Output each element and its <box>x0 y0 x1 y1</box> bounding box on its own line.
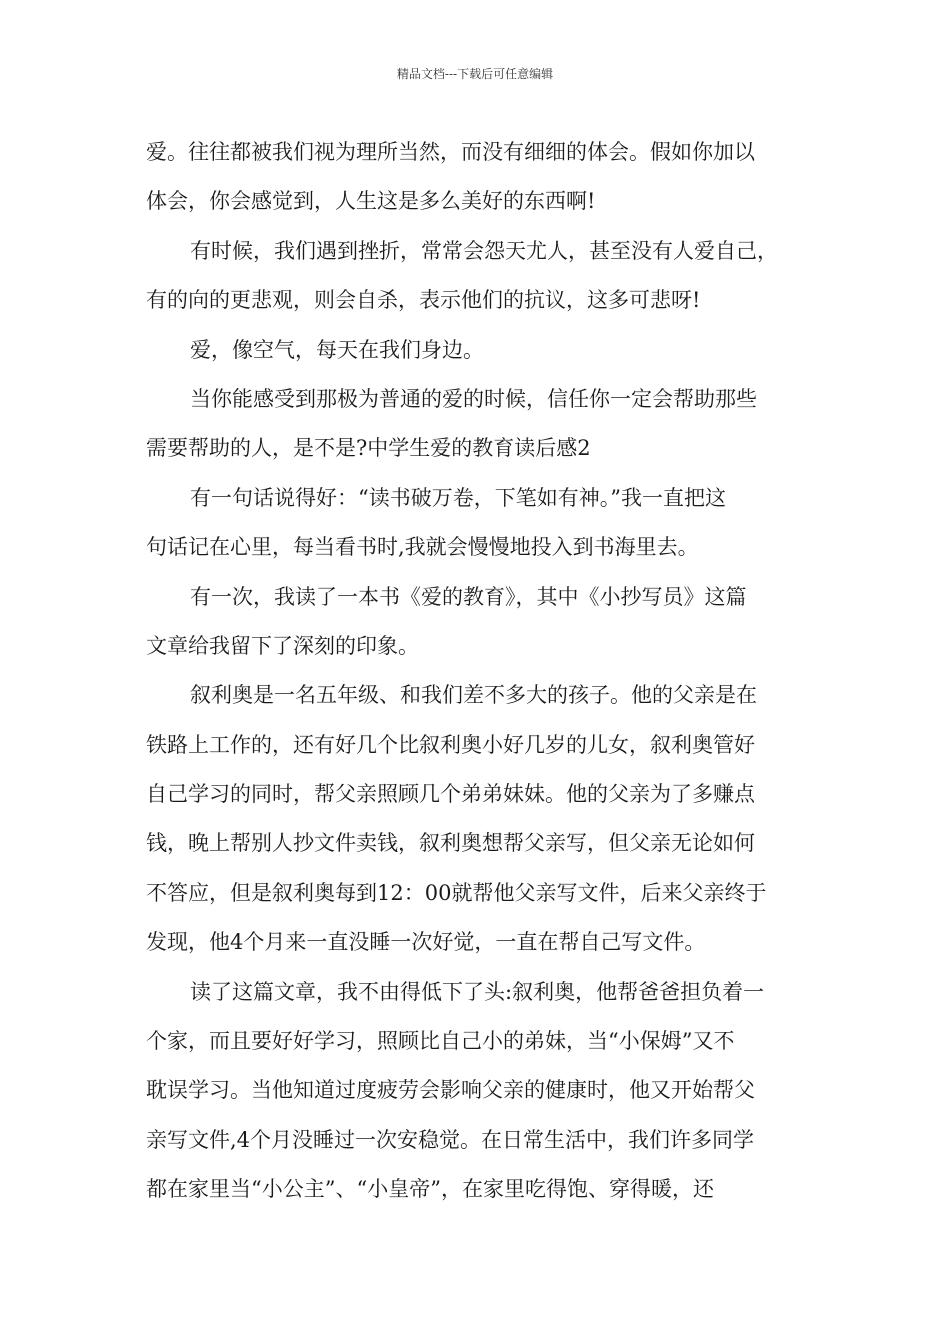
text-line: 亲写文件,4个月没睡过一次安稳觉。在日常生活中，我们许多同学 <box>146 1127 755 1152</box>
text-line: 爱，像空气，每天在我们身边。 <box>190 337 484 362</box>
text-line: 需要帮助的人，是不是?中学生爱的教育读后感2 <box>146 436 591 461</box>
text-line: 读了这篇文章，我不由得低下了头:叙利奥，他帮爸爸担负着一 <box>190 979 765 1004</box>
text-line: 都在家里当“小公主”、“小皇帝”，在家里吃得饱、穿得暖，还 <box>146 1177 714 1202</box>
text-line: 有的向的更悲观，则会自杀，表示他们的抗议，这多可悲呀! <box>146 288 701 313</box>
text-line: 有一次，我读了一本书《爱的教育》，其中《小抄写员》这篇 <box>190 584 747 609</box>
text-line: 铁路上工作的，还有好几个比叙利奥小好几岁的儿女，叙利奥管好 <box>146 732 755 757</box>
text-line: 爱。往往都被我们视为理所当然，而没有细细的体会。假如你加以 <box>146 140 755 164</box>
text-line: 个家，而且要好好学习，照顾比自己小的弟妹，当“小保姆”又不 <box>146 1029 735 1054</box>
text-line: 钱，晚上帮别人抄文件卖钱，叙利奥想帮父亲写，但父亲无论如何 <box>146 831 755 856</box>
page-header: 精品文档---下载后可任意编辑 <box>396 67 554 81</box>
text-line: 句话记在心里，每当看书时,我就会慢慢地投入到书海里去。 <box>146 535 699 560</box>
text-line: 不答应，但是叙利奥每到12：00就帮他父亲写文件，后来父亲终于 <box>146 880 767 905</box>
text-line: 耽误学习。当他知道过度疲劳会影响父亲的健康时，他又开始帮父 <box>146 1078 755 1103</box>
text-line: 有一句话说得好：“读书破万卷，下笔如有神。”我一直把这 <box>190 485 726 510</box>
text-line: 文章给我留下了深刻的印象。 <box>146 633 419 658</box>
text-line: 发现，他4个月来一直没睡一次好觉，一直在帮自己写文件。 <box>146 930 706 955</box>
text-line: 体会，你会感觉到，人生这是多么美好的东西啊! <box>146 189 596 214</box>
document-body <box>146 128 816 1215</box>
text-line: 自己学习的同时，帮父亲照顾几个弟弟妹妹。他的父亲为了多赚点 <box>146 782 755 807</box>
text-line: 有时候，我们遇到挫折，常常会怨天尤人，甚至没有人爱自己， <box>190 238 778 263</box>
text-line: 叙利奥是一名五年级、和我们差不多大的孩子。他的父亲是在 <box>190 683 757 708</box>
text-line: 当你能感受到那极为普通的爱的时候，信任你一定会帮助那些 <box>190 386 757 411</box>
